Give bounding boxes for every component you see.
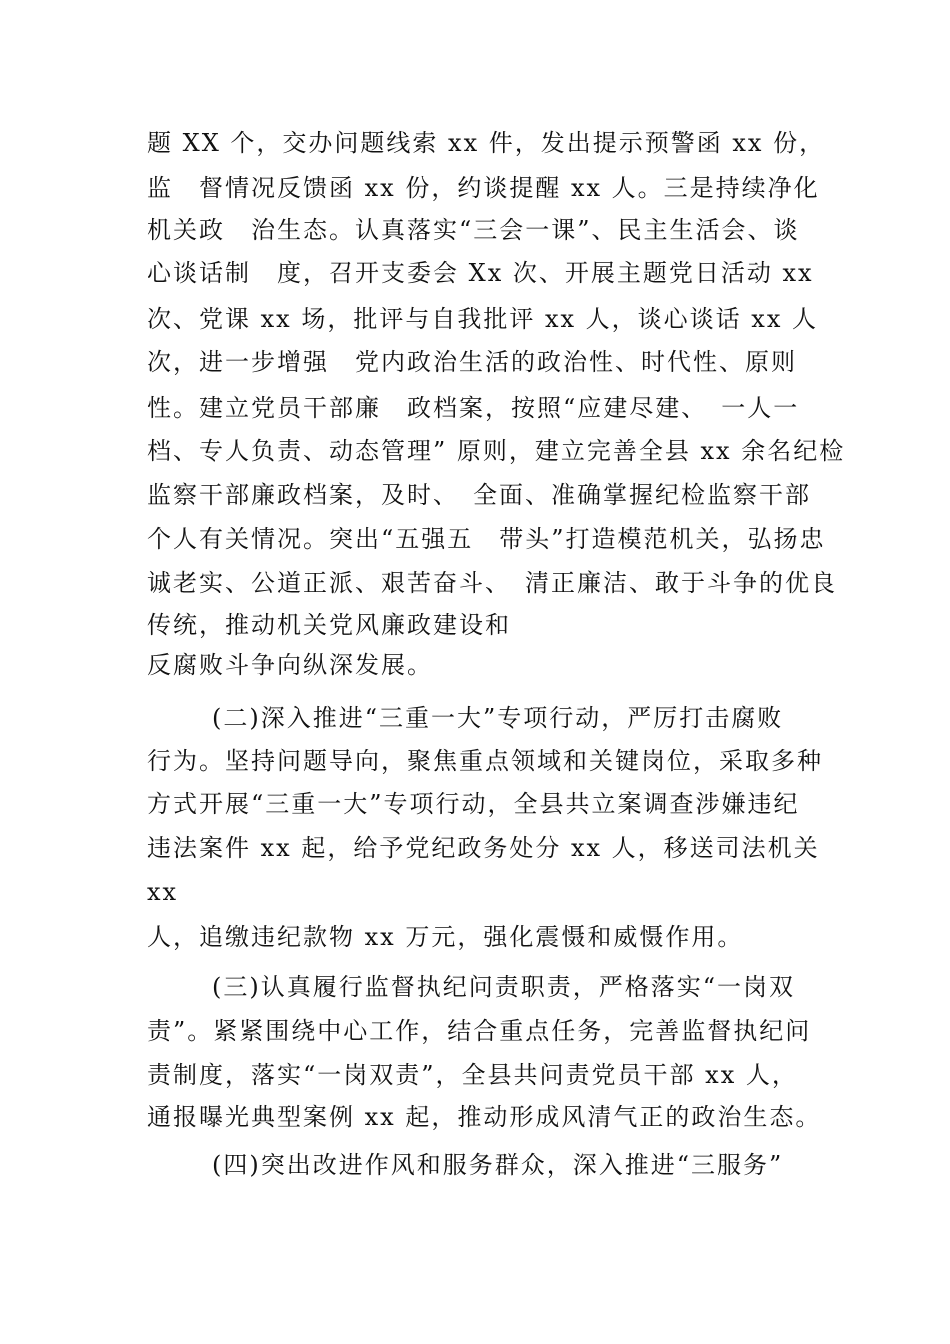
text-line: 个人有关情况。突出“五强五 带头”打造模范机关，弘扬忠 xyxy=(147,525,826,553)
paragraph-heading: (二)深入推进“三重一大”专项行动，严厉打击腐败 xyxy=(212,704,784,732)
paragraph-heading: (三)认真履行监督执纪问责职责，严格落实“一岗双 xyxy=(212,973,795,1001)
text-line: 题 XX 个，交办问题线索 xx 件，发出提示预警函 xx 份， xyxy=(147,129,826,157)
text-line: xx xyxy=(147,878,179,906)
text-line: 次、党课 xx 场，批评与自我批评 xx 人，谈心谈话 xx 人 xyxy=(147,305,818,333)
text-line: 性。建立党员干部廉 政档案，按照“应建尽建、 一人一 xyxy=(147,394,800,422)
text-line: 机关政 治生态。认真落实“三会一课”、民主生活会、谈 xyxy=(147,216,800,244)
text-line: 诚老实、公道正派、艰苦奋斗、 清正廉洁、敢于斗争的优良 xyxy=(147,569,837,597)
text-line: 人，追缴违纪款物 xx 万元，强化震慑和威慑作用。 xyxy=(147,923,744,951)
text-line: 责”。紧紧围绕中心工作，结合重点任务，完善监督执纪问 xyxy=(147,1017,812,1045)
text-line: 反腐败斗争向纵深发展。 xyxy=(147,651,433,679)
text-line: 通报曝光典型案例 xx 起，推动形成风清气正的政治生态。 xyxy=(147,1103,822,1131)
text-line: 心谈话制 度，召开支委会 Xx 次、开展主题党日活动 xx xyxy=(147,259,814,287)
text-line: 传统，推动机关党风廉政建设和 xyxy=(147,611,511,639)
text-line: 档、专人负责、动态管理” 原则，建立完善全县 xx 余名纪检 xyxy=(147,437,846,465)
text-line: 责制度，落实“一岗双责”，全县共问责党员干部 xx 人， xyxy=(147,1061,798,1089)
text-line: 次，进一步增强 党内政治生活的政治性、时代性、原则 xyxy=(147,348,797,376)
paragraph-heading: (四)突出改进作风和服务群众，深入推进“三服务” xyxy=(212,1151,784,1179)
text-line: 行为。坚持问题导向，聚焦重点领域和关键岗位，采取多种 xyxy=(147,747,823,775)
text-line: 方式开展“三重一大”专项行动，全县共立案调查涉嫌违纪 xyxy=(147,790,800,818)
text-line: 监 督情况反馈函 xx 份，约谈提醒 xx 人。三是持续净化 xyxy=(147,174,820,202)
text-line: 违法案件 xx 起，给予党纪政务处分 xx 人，移送司法机关 xyxy=(147,834,820,862)
text-line: 监察干部廉政档案，及时、 全面、准确掌握纪检监察干部 xyxy=(147,481,811,509)
